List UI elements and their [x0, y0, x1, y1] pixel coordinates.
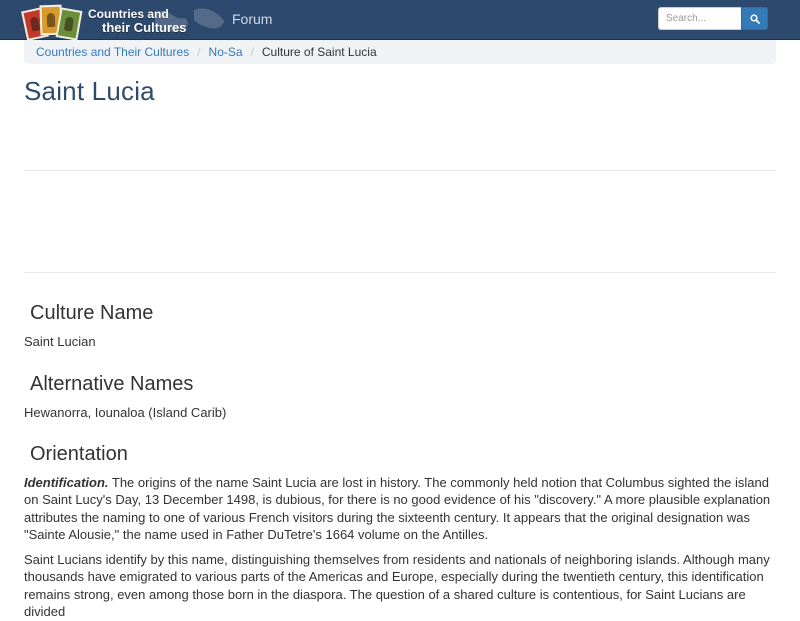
search-input[interactable] [658, 7, 741, 30]
section-heading-alternative-names: Alternative Names [30, 373, 194, 395]
breadcrumb-link-countries[interactable]: Countries and Their Cultures [36, 45, 190, 59]
search-button[interactable] [741, 7, 768, 30]
section-heading-orientation: Orientation [30, 443, 128, 465]
brand-line-1: Countries and [88, 7, 169, 21]
breadcrumb-separator: / [197, 45, 201, 59]
breadcrumb-separator: / [250, 45, 254, 59]
culture-name-text: Saint Lucian [24, 334, 96, 349]
breadcrumb [24, 40, 776, 64]
search-icon [750, 14, 760, 24]
orientation-paragraph-2: Saint Lucians identify by this name, distinguishing themselves from residents and nationals of neighboring islands. Although many thousands have emigrated to various parts of the Americas and Europe, especially during the twentieth century, this identification remains strong, even among those born in the diaspora. The question of a shared culture is contentious, for Saint Lucians are divided [24, 552, 770, 620]
page-title: Saint Lucia [24, 76, 155, 106]
world-map-decoration [150, 4, 230, 38]
section-heading-culture-name: Culture Name [30, 302, 154, 324]
divider [24, 170, 776, 171]
site-logo-icon [22, 3, 84, 43]
identification-label: Identification. [24, 475, 109, 490]
brand-line-2: their Cultures [102, 20, 187, 35]
top-navbar [0, 0, 800, 40]
orientation-identification-paragraph [24, 474, 776, 544]
nav-forum-link[interactable]: Forum [232, 11, 273, 27]
search-form [658, 7, 768, 30]
breadcrumb-current: Culture of Saint Lucia [261, 45, 377, 59]
breadcrumb-link-no-sa[interactable]: No-Sa [208, 45, 243, 59]
identification-text: The origins of the name Saint Lucia are lost in history. The commonly held notion that Columbus sighted the island on Saint Lucy's Day, 13 December 1498, is dubious, for there is no good evidence of his "discovery." A more plausible explanation attributes the naming to one of various French visitors during the sixteenth century. It appears that the original designation was "Sainte Alousie," the name used in Father DuTetre's 1664 volume on the Antilles. [24, 475, 771, 543]
divider [24, 272, 776, 273]
alternative-names-text: Hewanorra, Iounaloa (Island Carib) [24, 405, 227, 420]
